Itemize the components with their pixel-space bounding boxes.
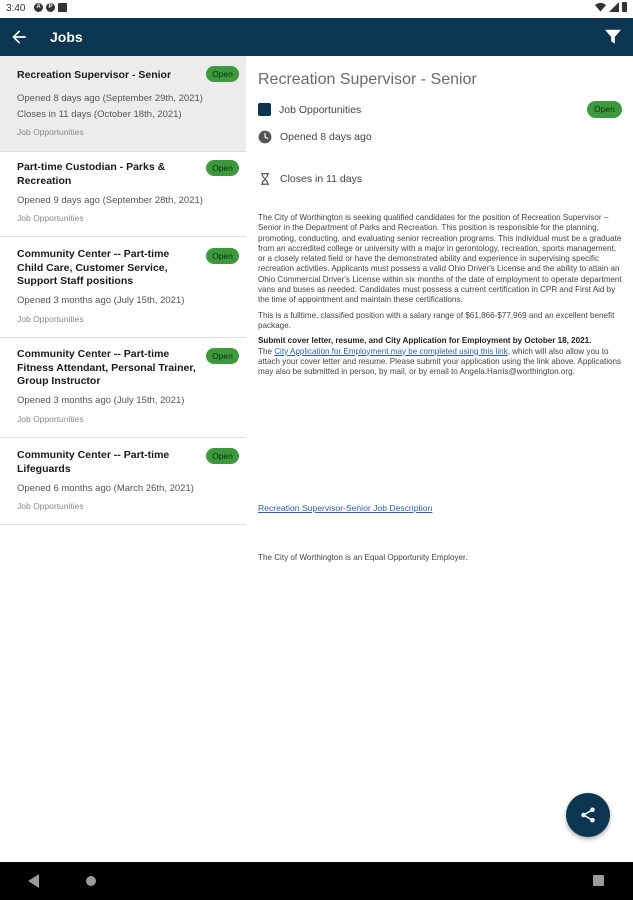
job-title: Community Center -- Part-time Child Care, Customer Service, Support Staff positions: [17, 248, 170, 287]
job-list-item[interactable]: [0, 438, 246, 525]
submit-text-pre: The: [258, 346, 275, 356]
status-badge: Open: [206, 248, 239, 264]
clock-icon: [258, 130, 272, 144]
status-badge: Open: [206, 66, 239, 82]
nav-back-icon[interactable]: [28, 874, 40, 888]
job-closes-date: Closes in 11 days (October 18th, 2021): [17, 109, 182, 120]
job-category: Job Opportunities: [17, 501, 84, 511]
job-list-item[interactable]: [0, 56, 246, 152]
description-paragraph: The City of Worthington is seeking qualified candidates for the position of Recreation Supervisor – Senior in the Department of Parks and Recreation. This position is responsible for the planning, promoting, conducting, and evaluating senior recreation programs. This individual must be a graduate from an accredited college or university with a major in gerontology, recreation, sports management, or a closely related field or have the demonstrated ability and experience in supervising specific recreation activities. Applicants must possess a valid Ohio Driver's License and the ability to attain an Ohio Commercial Driver's License within six months of the date of employment to operate department vans and buses as needed. Candidates must possess a current certification in CPR and First Aid by the time of appointment and maintain these certifications.: [258, 213, 622, 305]
submit-text-post: , which will also allow you to attach your cover letter and resume. Please submit your application using the link above. Applications may also be submitted in person, by mail, or by email to Angela.Harris@worthington.org.: [258, 346, 622, 377]
status-badge: Open: [587, 101, 622, 118]
category-icon: [258, 103, 271, 116]
notification-p-icon: P: [46, 3, 55, 12]
detail-title: Recreation Supervisor - Senior: [258, 71, 477, 88]
job-description-link[interactable]: Recreation Supervisor-Senior Job Description: [258, 503, 433, 513]
nav-recents-icon[interactable]: [593, 875, 604, 886]
job-title: Community Center -- Part-time Fitness Attendant, Personal Trainer, Group Instructor: [17, 348, 196, 387]
back-arrow-icon[interactable]: [9, 27, 29, 47]
job-list-item[interactable]: [0, 237, 246, 338]
notification-icons: [34, 3, 67, 12]
share-button[interactable]: [566, 793, 610, 837]
detail-category: Job Opportunities: [279, 103, 362, 116]
share-icon: [579, 806, 597, 824]
submit-deadline: Submit cover letter, resume, and City Application for Employment by October 18, 2021.: [258, 336, 592, 346]
job-list-item[interactable]: [0, 338, 246, 438]
detail-closes-row: [258, 172, 362, 186]
job-opened-date: Opened 6 months ago (March 26th, 2021): [17, 483, 194, 494]
system-icons: [595, 2, 627, 12]
status-badge: Open: [206, 160, 239, 176]
job-category: Job Opportunities: [17, 127, 84, 137]
status-bar: [0, 0, 633, 18]
submit-instructions: [258, 336, 622, 377]
job-category: Job Opportunities: [17, 314, 84, 324]
job-description: [258, 213, 622, 377]
signal-icon: [609, 2, 619, 12]
sd-card-icon: [58, 3, 67, 12]
job-opened-date: Opened 3 months ago (July 15th, 2021): [17, 395, 185, 406]
job-category: Job Opportunities: [17, 213, 84, 223]
job-title: Recreation Supervisor - Senior: [17, 69, 172, 81]
wifi-icon: [595, 2, 606, 12]
battery-icon: [622, 2, 627, 12]
application-link[interactable]: City Application for Employment may be completed using this link: [274, 346, 508, 356]
detail-category-row: [258, 103, 361, 116]
system-nav-bar: [0, 862, 633, 900]
status-badge: Open: [206, 448, 239, 464]
equal-opportunity-text: The City of Worthington is an Equal Opportunity Employer.: [258, 553, 468, 562]
job-opened-date: Opened 3 months ago (July 15th, 2021): [17, 295, 185, 306]
job-title: Part-time Custodian - Parks & Recreation: [17, 161, 166, 187]
status-time: 3:40: [6, 3, 26, 14]
notification-a-icon: A: [34, 3, 43, 12]
filter-icon[interactable]: [604, 29, 622, 45]
job-title: Community Center -- Part-time Lifeguards: [17, 449, 170, 475]
salary-paragraph: This is a fulltime, classified position with a salary range of $61,866-$77,969 and an excellent benefit package.: [258, 310, 615, 330]
job-category: Job Opportunities: [17, 414, 84, 424]
detail-closes: Closes in 11 days: [280, 173, 363, 185]
hourglass-icon: [258, 172, 272, 186]
job-opened-date: Opened 9 days ago (September 28th, 2021): [17, 195, 203, 206]
job-list: [0, 56, 246, 525]
detail-opened-row: [258, 130, 372, 144]
status-badge: Open: [206, 348, 239, 364]
app-bar: [0, 18, 633, 56]
page-title: Jobs: [50, 29, 83, 45]
job-opened-date: Opened 8 days ago (September 29th, 2021): [17, 93, 203, 104]
nav-home-icon[interactable]: [86, 876, 96, 886]
detail-opened: Opened 8 days ago: [280, 131, 372, 143]
job-list-item[interactable]: [0, 152, 246, 237]
